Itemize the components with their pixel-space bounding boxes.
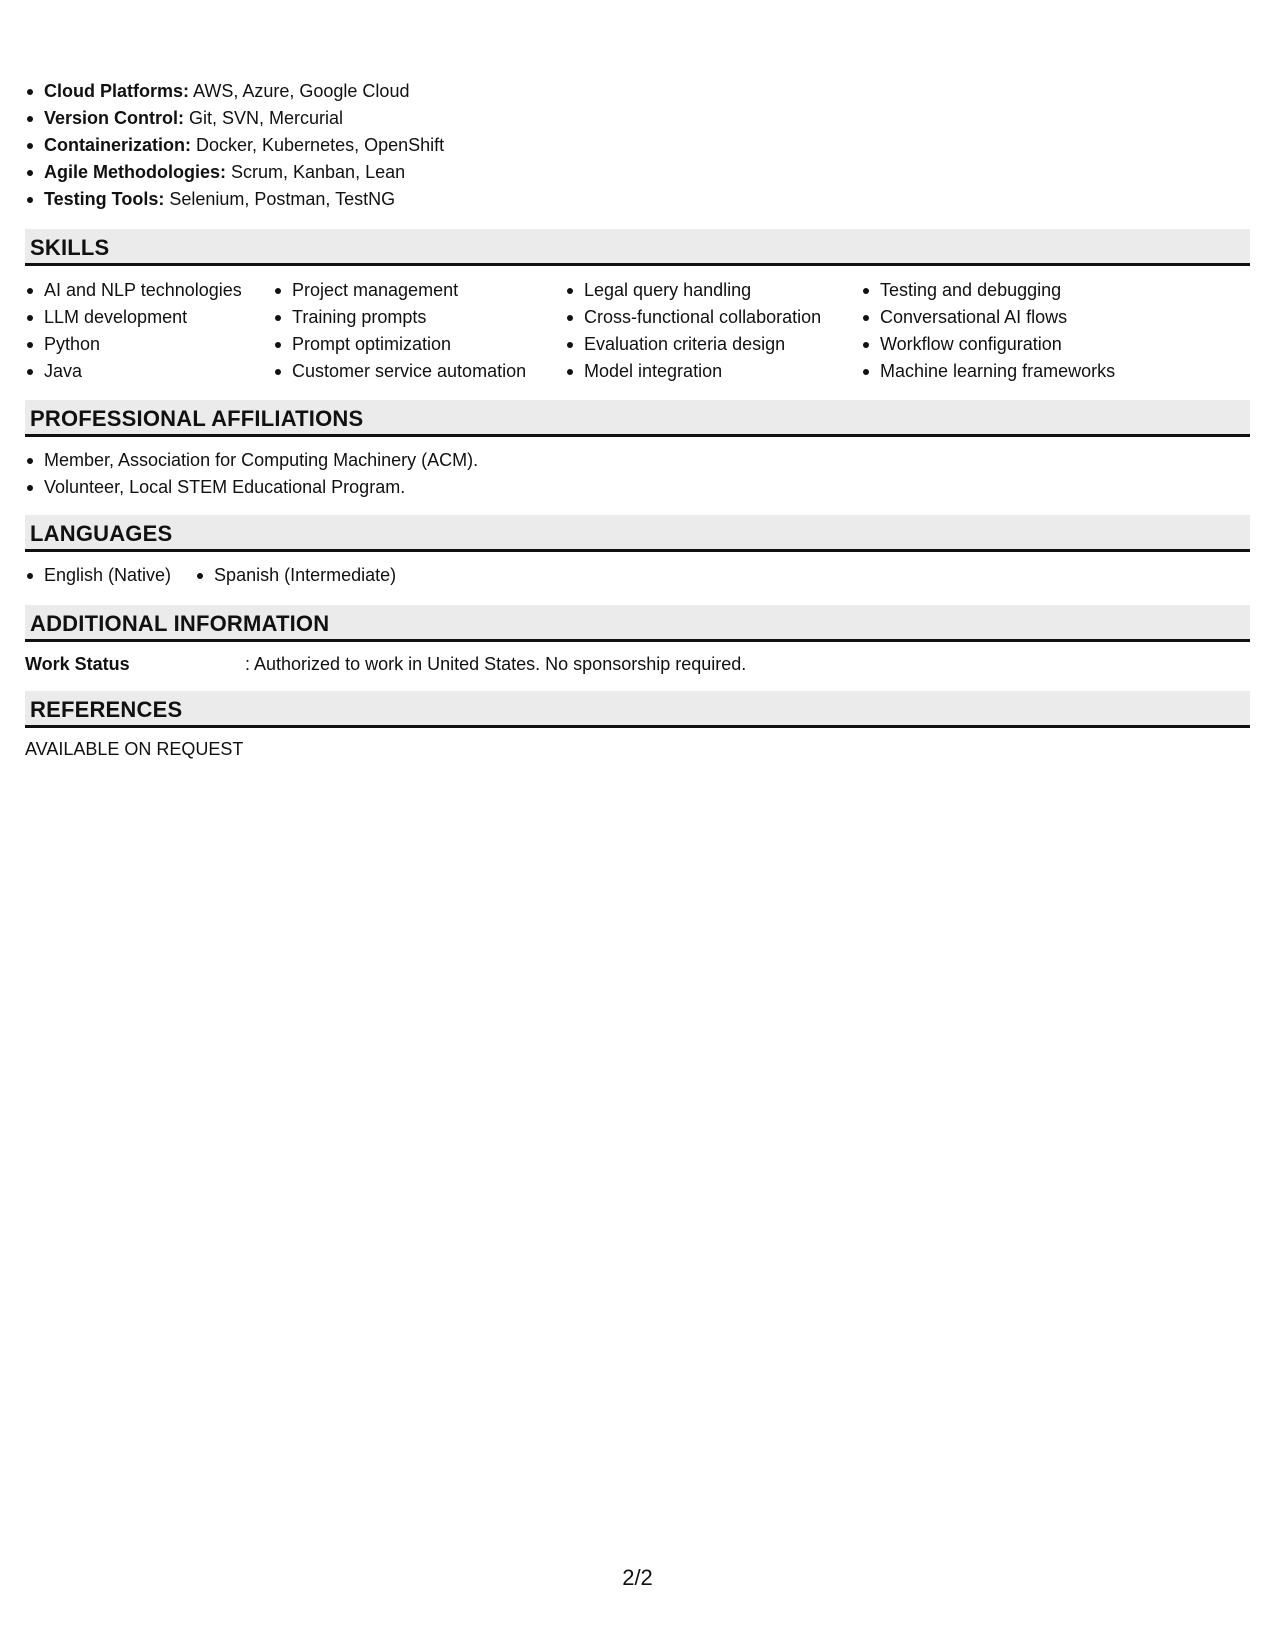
list-item [25, 186, 444, 213]
work-status-value: : Authorized to work in United States. No sponsorship required. [245, 654, 747, 674]
list-item: Conversational AI flows [861, 304, 1115, 331]
list-item [25, 159, 444, 186]
skills-column-1 [25, 277, 242, 385]
work-status-label: Work Status [25, 654, 130, 674]
list-item-label: Testing Tools: [44, 189, 165, 209]
skills-column-3 [565, 277, 821, 385]
list-item: Cross-functional collaboration [565, 304, 821, 331]
list-item-label: Version Control: [44, 108, 185, 128]
list-item: Legal query handling [565, 277, 821, 304]
section-header-languages [25, 515, 1250, 552]
affiliations-list [25, 447, 478, 501]
page-number: 2/2 [622, 1565, 653, 1590]
list-item: Python [25, 331, 242, 358]
languages-list [25, 562, 420, 589]
list-item: Model integration [565, 358, 821, 385]
list-item: Project management [273, 277, 526, 304]
list-item [25, 78, 444, 105]
section-title: LANGUAGES [30, 521, 173, 546]
list-item: Java [25, 358, 242, 385]
list-item: Volunteer, Local STEM Educational Program. [25, 474, 478, 501]
section-header-affiliations [25, 400, 1250, 437]
list-item: Customer service automation [273, 358, 526, 385]
section-title: PROFESSIONAL AFFILIATIONS [30, 406, 364, 431]
skills-column-2 [273, 277, 526, 385]
list-item [25, 105, 444, 132]
list-item-label: Cloud Platforms: [44, 81, 190, 101]
section-title: REFERENCES [30, 697, 183, 722]
list-item: English (Native) [25, 562, 171, 589]
list-item-label: Agile Methodologies: [44, 162, 226, 182]
list-item: AI and NLP technologies [25, 277, 242, 304]
section-header-additional-information [25, 605, 1250, 642]
list-item-value: AWS, Azure, Google Cloud [189, 81, 410, 101]
list-item: Machine learning frameworks [861, 358, 1115, 385]
list-item-value: Docker, Kubernetes, OpenShift [191, 135, 445, 155]
list-item: Evaluation criteria design [565, 331, 821, 358]
list-item-value: Scrum, Kanban, Lean [226, 162, 406, 182]
list-item-value: Git, SVN, Mercurial [184, 108, 344, 128]
list-item: LLM development [25, 304, 242, 331]
list-item: Spanish (Intermediate) [195, 562, 396, 589]
list-item: Prompt optimization [273, 331, 526, 358]
list-item [25, 132, 444, 159]
list-item: Testing and debugging [861, 277, 1115, 304]
section-title: SKILLS [30, 235, 110, 260]
section-header-references [25, 691, 1250, 728]
skills-column-4 [861, 277, 1115, 385]
section-title: ADDITIONAL INFORMATION [30, 611, 330, 636]
list-item-value: Selenium, Postman, TestNG [164, 189, 396, 209]
list-item: Workflow configuration [861, 331, 1115, 358]
technical-skills-list [25, 78, 444, 213]
list-item-label: Containerization: [44, 135, 191, 155]
references-text: AVAILABLE ON REQUEST [25, 739, 244, 759]
list-item: Training prompts [273, 304, 526, 331]
section-header-skills [25, 229, 1250, 266]
list-item: Member, Association for Computing Machinery (ACM). [25, 447, 478, 474]
